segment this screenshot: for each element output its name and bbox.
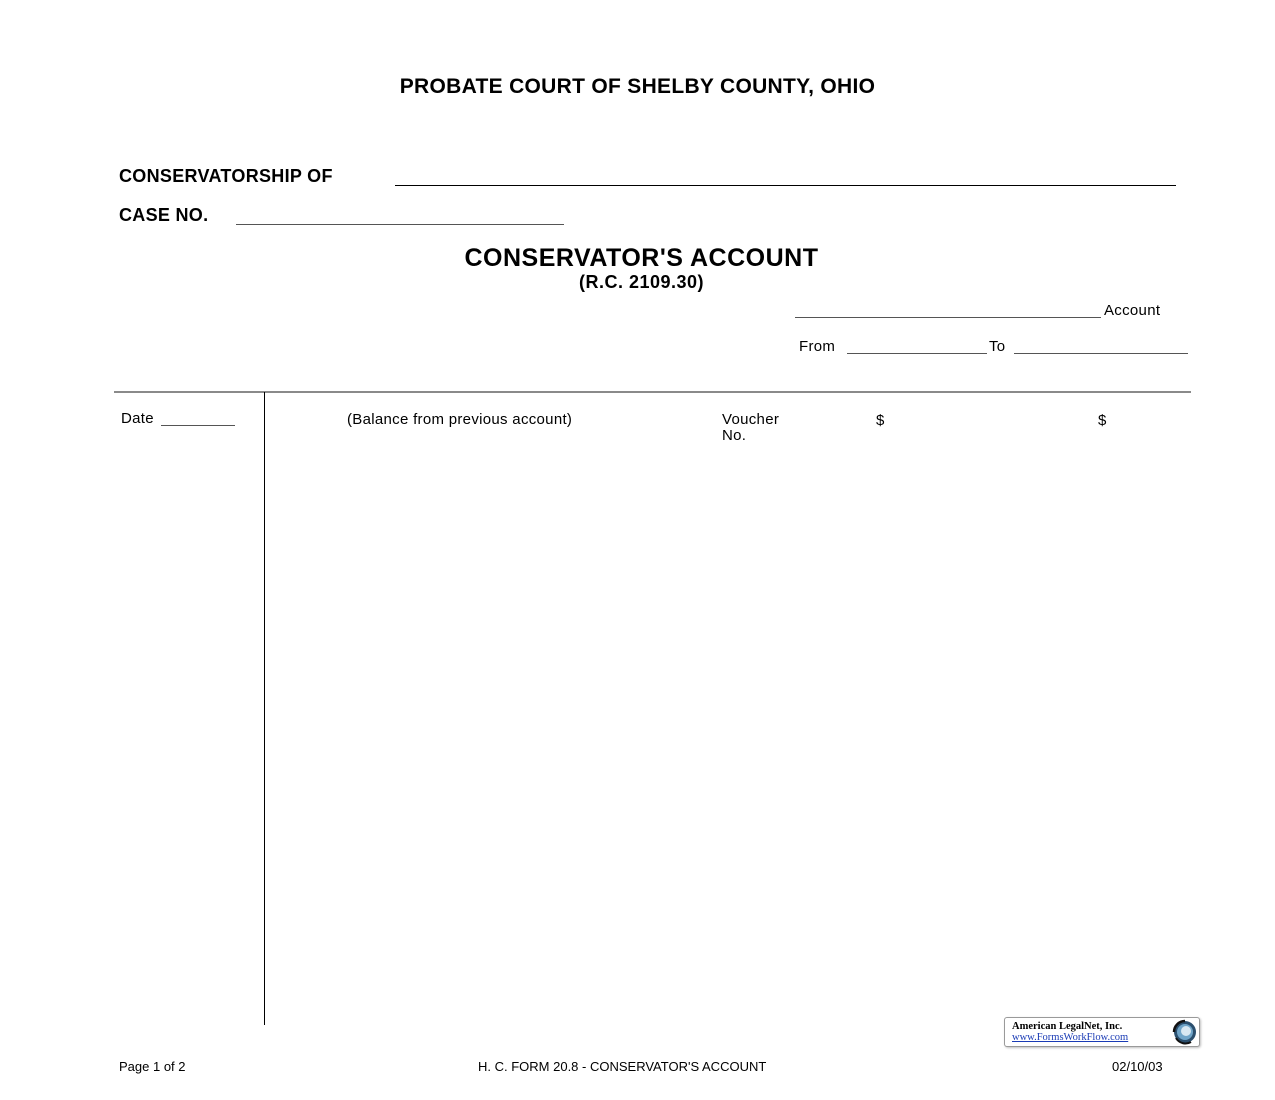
footer-page-number: Page 1 of 2: [119, 1059, 186, 1074]
date-field[interactable]: [161, 425, 235, 426]
total-currency-symbol: $: [1098, 412, 1107, 429]
date-label: Date: [121, 410, 154, 427]
from-label: From: [799, 338, 836, 355]
account-number-field[interactable]: [795, 317, 1101, 318]
voucher-no-label: No.: [722, 427, 747, 444]
from-date-field[interactable]: [847, 353, 987, 354]
ledger-date-column-divider: [264, 392, 265, 1025]
form-title: CONSERVATOR'S ACCOUNT: [464, 244, 819, 272]
to-date-field[interactable]: [1014, 353, 1188, 354]
to-label: To: [989, 338, 1006, 355]
court-title: PROBATE COURT OF SHELBY COUNTY, OHIO: [399, 75, 876, 98]
case-no-field[interactable]: [236, 224, 564, 225]
balance-description: (Balance from previous account): [347, 411, 573, 428]
footer-date: 02/10/03: [1112, 1059, 1163, 1074]
account-label: Account: [1104, 302, 1161, 319]
conservatorship-field[interactable]: [395, 185, 1176, 186]
case-no-label: CASE NO.: [119, 205, 209, 225]
form-subtitle: (R.C. 2109.30): [578, 272, 705, 292]
conservatorship-label: CONSERVATORSHIP OF: [119, 166, 333, 186]
logo-company-name: American LegalNet, Inc.: [1012, 1021, 1123, 1032]
voucher-label: Voucher: [722, 411, 780, 428]
american-legalnet-logo[interactable]: [1004, 1017, 1200, 1047]
ledger-top-divider: [114, 391, 1191, 393]
footer-form-name: H. C. FORM 20.8 - CONSERVATOR'S ACCOUNT: [478, 1059, 767, 1074]
globe-icon: [1171, 1019, 1197, 1045]
logo-url-link[interactable]: www.FormsWorkFlow.com: [1012, 1032, 1129, 1043]
amount-currency-symbol: $: [876, 412, 885, 429]
